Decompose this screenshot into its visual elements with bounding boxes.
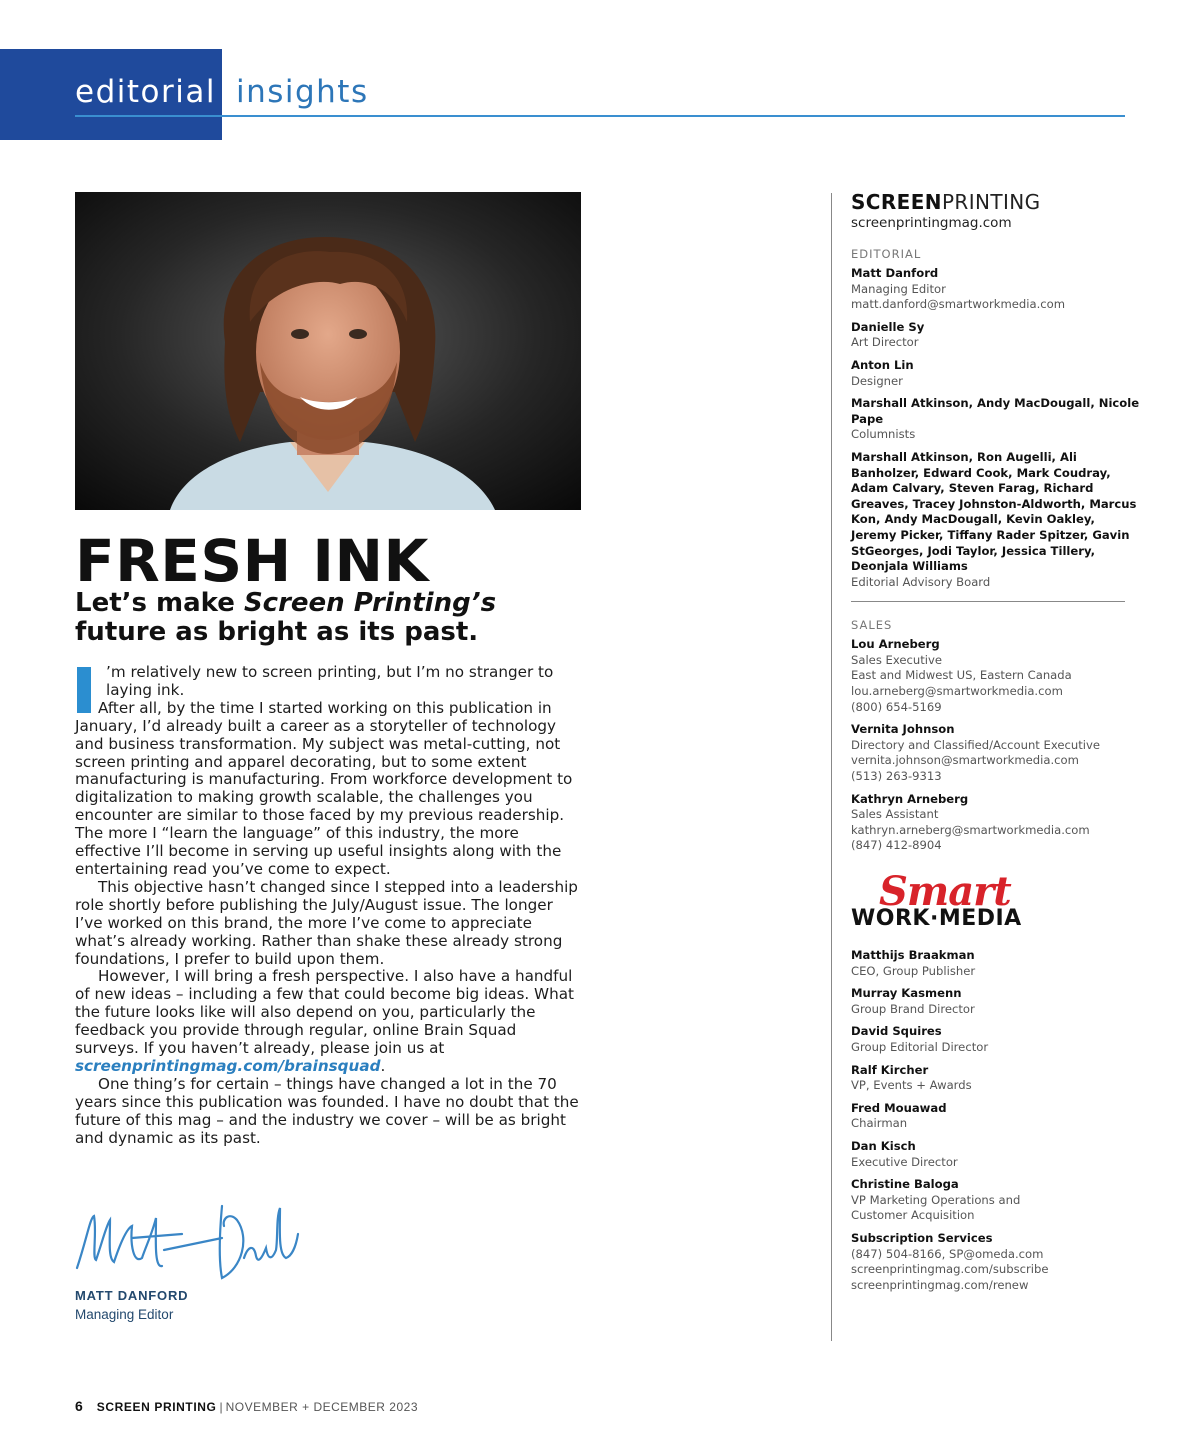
smartwork-media-logo — [851, 868, 1061, 940]
footer-issue-date: NOVEMBER + DECEMBER 2023 — [225, 1400, 419, 1414]
staff-entry — [851, 722, 1141, 784]
sidebar-divider — [831, 193, 832, 1341]
page-footer — [75, 1398, 418, 1414]
staff-detail: Group Brand Director — [851, 1001, 975, 1016]
staff-entry — [851, 1139, 1141, 1170]
staff-detail: Managing Editor — [851, 281, 946, 296]
header-rule — [75, 115, 1125, 117]
staff-detail: Executive Director — [851, 1154, 958, 1169]
staff-name: Kathryn Arneberg — [851, 791, 969, 806]
staff-entry — [851, 1177, 1141, 1224]
staff-name: Dan Kisch — [851, 1138, 916, 1153]
section-header-divider — [225, 76, 227, 106]
staff-entry — [851, 1231, 1141, 1293]
staff-detail: CEO, Group Publisher — [851, 963, 976, 978]
staff-name: Matthijs Braakman — [851, 948, 975, 962]
sidebar-rule — [851, 601, 1125, 602]
staff-detail: (847) 412-8904 — [851, 838, 942, 853]
staff-name: Danielle Sy — [851, 319, 925, 334]
staff-name: Matt Danford — [851, 266, 939, 280]
staff-name: Fred Mouawad — [851, 1100, 947, 1115]
footer-separator: | — [219, 1400, 223, 1414]
staff-entry — [851, 320, 1141, 351]
paragraph-1: ’m relatively new to screen printing, but I’m no stranger to laying ink. — [106, 663, 554, 699]
section-header-word-2: insights — [235, 74, 369, 110]
staff-detail: VP Marketing Operations and — [851, 1192, 1021, 1207]
staff-detail: Chairman — [851, 1116, 908, 1131]
paragraph-2: After all, by the time I started working on this publication in January, I’d already built a career as a storyteller of technology and business transformation. My subject was metal-cutting, not screen printing and apparel decorating, but to some extent manufacturing is manufacturing. From workforce development to digitalization to making growth scalable, the challenges you encounter are similar to those faced by my previous readership. The more I “learn the language” of this industry, the more effective I’ll become in serving up useful insights along with the entertaining read you’ve come to expect. — [75, 698, 573, 878]
screen-printing-logo: SCREENPRINTING — [851, 190, 1041, 214]
staff-name: Marshall Atkinson, Andy MacDougall, Nicole Pape — [851, 396, 1140, 426]
footer-magazine-name: SCREEN PRINTING — [96, 1400, 217, 1414]
sales-heading: SALES — [851, 618, 893, 633]
staff-entry — [851, 1101, 1141, 1132]
staff-entry — [851, 358, 1141, 389]
masthead-sidebar — [851, 190, 1141, 1300]
signature-name: MATT DANFORD — [75, 1288, 189, 1303]
paragraph-4: However, I will bring a fresh perspective. I also have a handful of new ideas – including a few that could become big ideas. What the future looks like will also depend on you, particularly the feedback you provide through regular, online Brain Squad surveys. If you haven’t already, please join us at screenprintingmag.com/brainsquad. — [75, 967, 574, 1075]
staff-detail: Designer — [851, 373, 903, 388]
staff-contact-link[interactable]: kathryn.arneberg@smartworkmedia.com — [851, 822, 1090, 837]
staff-detail: (513) 263-9313 — [851, 769, 942, 784]
staff-entry — [851, 450, 1141, 590]
staff-contact-link[interactable]: (847) 504-8166, SP@omeda.com — [851, 1246, 1044, 1261]
staff-entry — [851, 266, 1141, 313]
staff-contact-link[interactable]: screenprintingmag.com/renew — [851, 1277, 1029, 1292]
smart-script-wordmark: Smart — [879, 868, 1011, 915]
staff-name: Vernita Johnson — [851, 722, 955, 737]
signature-title: Managing Editor — [75, 1307, 174, 1322]
staff-detail: Sales Assistant — [851, 807, 939, 822]
sales-staff-list — [851, 637, 1141, 854]
work-media-wordmark: WORK·MEDIA — [851, 906, 1022, 931]
handwritten-signature — [72, 1198, 312, 1290]
staff-entry — [851, 948, 1141, 979]
brand-url[interactable]: screenprintingmag.com — [851, 215, 1012, 231]
staff-contact-link[interactable]: lou.arneberg@smartworkmedia.com — [851, 684, 1063, 699]
staff-name: Subscription Services — [851, 1230, 993, 1245]
staff-detail: Sales Executive — [851, 652, 942, 667]
staff-entry — [851, 1024, 1141, 1055]
staff-detail: Customer Acquisition — [851, 1208, 975, 1223]
staff-detail: (800) 654-5169 — [851, 699, 942, 714]
company-staff-list — [851, 948, 1141, 1293]
staff-name: Christine Baloga — [851, 1177, 959, 1192]
brainsquad-link[interactable]: screenprintingmag.com/brainsquad — [75, 1056, 381, 1075]
page-number: 6 — [75, 1398, 83, 1414]
staff-entry — [851, 1063, 1141, 1094]
section-header-word-1: editorial — [75, 74, 216, 110]
author-portrait-photo — [75, 192, 581, 510]
staff-contact-link[interactable]: vernita.johnson@smartworkmedia.com — [851, 753, 1079, 768]
staff-detail: Columnists — [851, 427, 916, 442]
staff-detail: Group Editorial Director — [851, 1039, 989, 1054]
staff-name: Ralf Kircher — [851, 1062, 929, 1077]
staff-contact-link[interactable]: screenprintingmag.com/subscribe — [851, 1262, 1049, 1277]
staff-detail: East and Midwest US, Eastern Canada — [851, 668, 1072, 683]
editorial-heading: EDITORIAL — [851, 247, 922, 261]
staff-detail: Art Director — [851, 335, 919, 350]
staff-entry — [851, 637, 1141, 715]
magazine-name-italic: Screen Printing’s — [243, 588, 497, 618]
staff-detail: Directory and Classified/Account Executive — [851, 737, 1100, 752]
section-header — [75, 74, 369, 110]
article-subtitle: Let’s make Screen Printing’s future as bright as its past. — [75, 588, 497, 647]
article-title: FRESH INK — [75, 527, 429, 595]
staff-contact-link[interactable]: matt.danford@smartworkmedia.com — [851, 297, 1066, 312]
staff-detail: Editorial Advisory Board — [851, 574, 991, 589]
staff-name: Marshall Atkinson, Ron Augelli, Ali Banholzer, Edward Cook, Mark Coudray, Adam Calvary, Steven Farag, Richard Greaves, Tracey Johnston-Aldworth, Marcus Kon, Andy MacDougall, Kevin Oakley, Jeremy Picker, Tiffany Rader Spitzer, Gavin StGeorges, Jodi Taylor, Jessica Tillery, Deonjala Williams — [851, 449, 1137, 574]
paragraph-5: One thing’s for certain – things have changed a lot in the 70 years since this publication was founded. I have no doubt that the future of this mag – and the industry we cover – will be as bright and dynamic as its past. — [75, 1074, 579, 1147]
editorial-staff-list — [851, 266, 1141, 590]
article-body — [75, 664, 580, 1147]
staff-entry — [851, 792, 1141, 854]
staff-name: Anton Lin — [851, 357, 914, 372]
staff-detail: VP, Events + Awards — [851, 1078, 972, 1093]
staff-entry — [851, 986, 1141, 1017]
staff-entry — [851, 396, 1141, 443]
staff-name: Lou Arneberg — [851, 637, 940, 652]
staff-name: Murray Kasmenn — [851, 986, 962, 1001]
paragraph-3: This objective hasn’t changed since I stepped into a leadership role shortly before publishing the July/August issue. The longer I’ve worked on this brand, the more I’ve come to appreciate what’s already working. Rather than shake these already strong foundations, I prefer to build upon them. — [75, 877, 578, 968]
staff-name: David Squires — [851, 1024, 942, 1039]
